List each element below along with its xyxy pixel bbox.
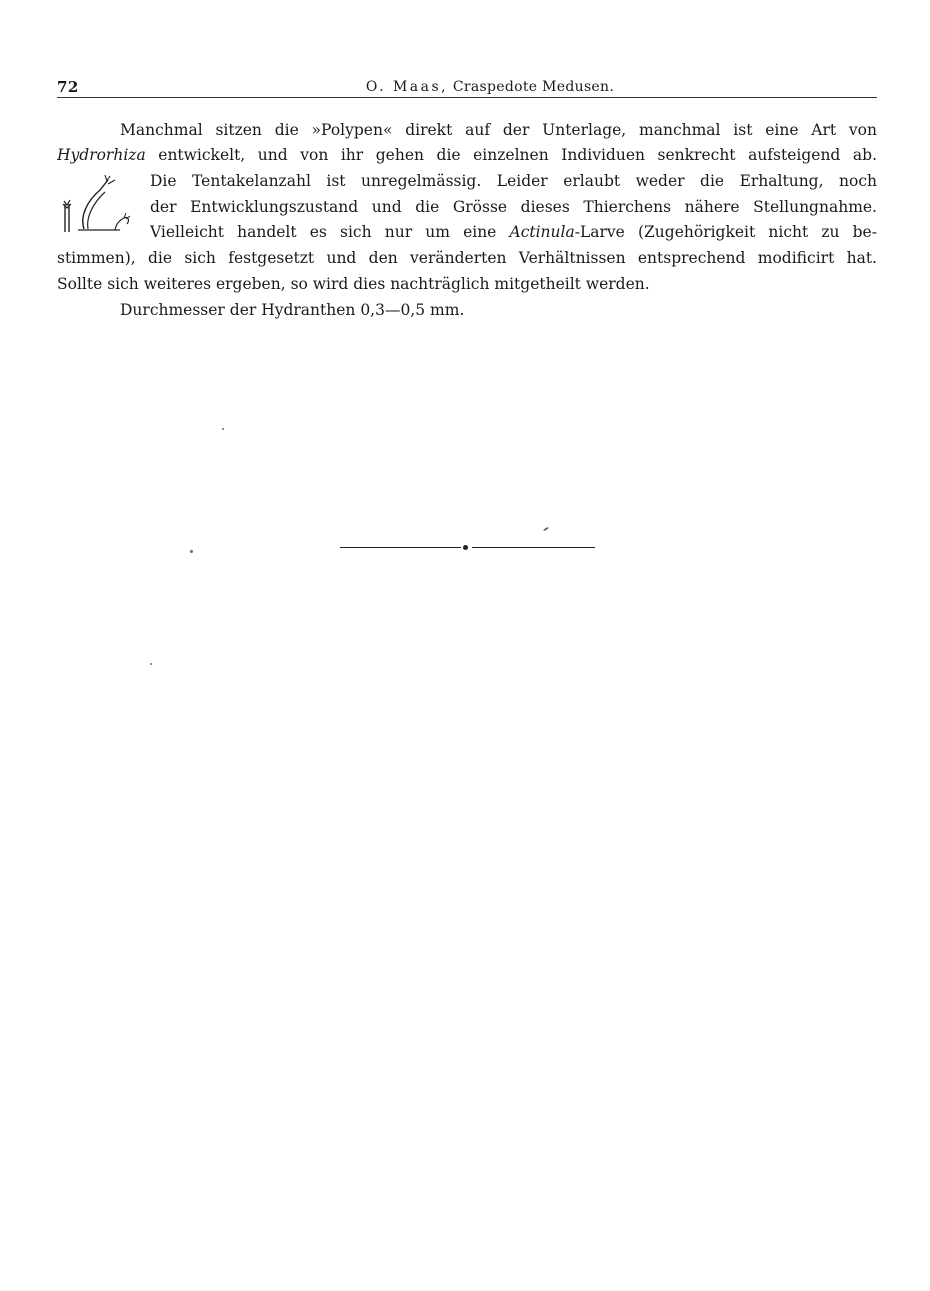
measurement-text: Durchmesser der Hydranthen 0,3—0,5 mm. — [120, 301, 465, 319]
text-line-3-content: Die Tentakelanzahl ist unregelmässig. Leider erlaubt weder die Erhaltung, noch — [150, 172, 877, 190]
text-line-3 — [150, 171, 877, 191]
text-line-1-content: Manchmal sitzen die »Polypen« direkt auf der Unterlage, manchmal ist eine Art von — [120, 121, 877, 139]
running-head-title: Craspedote Medusen. — [452, 79, 615, 95]
header-rule — [57, 97, 877, 98]
section-divider-left — [340, 547, 461, 548]
section-divider-right — [472, 547, 595, 548]
text-line-5-end: -Larve (Zugehörigkeit nicht zu be- — [574, 223, 877, 241]
polyp-figure — [60, 172, 145, 240]
scan-speck — [222, 428, 224, 430]
scan-speck — [150, 663, 152, 665]
text-line-2-content: entwickelt, und von ihr gehen die einzelnen Individuen senkrecht aufsteigend ab. — [158, 146, 877, 164]
running-head-author: O. Maas, — [365, 79, 449, 95]
text-line-2 — [57, 145, 877, 165]
term-hydrorhiza: Hydrorhiza — [57, 146, 146, 164]
scan-speck — [543, 527, 549, 532]
text-line-7-content: Sollte sich weiteres ergeben, so wird dies nachträglich mitgetheilt werden. — [57, 275, 650, 293]
scan-speck — [190, 550, 193, 553]
text-line-5-term — [510, 223, 877, 241]
term-actinula: Actinula — [509, 223, 575, 241]
text-line-5 — [150, 222, 877, 242]
text-line-7 — [57, 274, 650, 294]
measurement-line — [120, 300, 464, 320]
text-line-5-start: Vielleicht handelt es sich nur um eine — [150, 223, 497, 241]
section-divider-dot — [463, 545, 468, 550]
text-line-1 — [120, 120, 877, 140]
page-number: 72 — [57, 78, 79, 96]
text-line-6-content: stimmen), die sich festgesetzt und den veränderten Verhältnissen entsprechend modificirt hat. — [57, 249, 877, 267]
text-line-4-content: der Entwicklungszustand und die Grösse dieses Thierchens nähere Stellungnahme. — [150, 198, 877, 216]
text-line-4 — [150, 197, 877, 217]
text-line-6 — [57, 248, 877, 268]
running-head — [300, 79, 680, 95]
